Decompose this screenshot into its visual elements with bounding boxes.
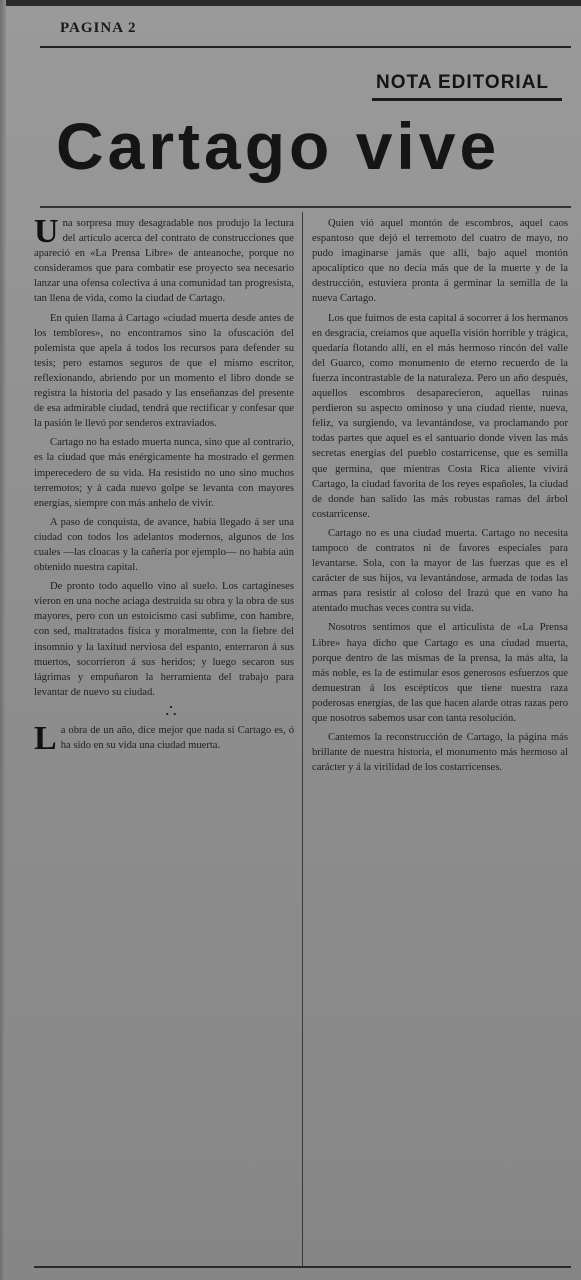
paragraph: Los que fuimos de esta capital á socorrer á los hermanos en desgracia, creíamos que aquella visión horrible y trágica, quedaría flotando allí, en el más hermoso rincón del valle del Guarco, como monumento de eterno recuerdo de la fuerza incontrastable de la naturaleza. Pero un año después, aquellos escombros desaparecieron, aquellas ruinas perdieron su aspecto ominoso y una ciudad riente, nueva, feliz, va surgiendo, va levantándose, va proclamando por todas partes que aquel es el santuario donde viven las más secretas energías del pueblo costarricense, que es semilla que germina, que mientras Costa Rica aliente vivirá Cartago, la ciudad favorita de los reyes españoles, la ciudad de donde han salido las más robustas ramas del árbol costarricense. xyxy=(312,312,568,520)
paragraph: Cartago no ha estado muerta nunca, sino que al contrario, es la ciudad que más enérgicamente ha mostrado el germen imperecedero de su vida. Ha resistido no uno sino muchos terremotos; y á cada nuevo golpe se levanta con mayores energías, siempre con más anhelo de vivir. xyxy=(34,437,294,509)
paragraph: Nosotros sentimos que el articulista de «La Prensa Libre» haya dicho que Cartago es una ciudad muerta, porque dentro de las mismas de la prensa, la más alta, la más noble, es la de estimular esos generosos esfuerzos que demuestran á los escépticos que tiene nuestra raza poderosas energías, de las que hacen alarde otras razas pero que nosotros sabemos usar con tanta resolución. xyxy=(312,622,568,724)
paragraph: De pronto todo aquello vino al suelo. Los cartagineses vieron en una noche aciaga destruida su obra y la obra de sus mayores, pero con un estoicismo casi sublime, con hambre, con sed, maltratados física y moralmente, con la fiebre del insomnio y la laxitud nerviosa del espanto, enterraron á sus muertos, socorrieron á sus heridos; y luego secaron sus lágrimas y empuñaron la herramienta del trabajo para levantar de nuevo su ciudad. xyxy=(34,581,294,698)
bottom-rule xyxy=(34,1266,571,1268)
paragraph xyxy=(34,720,294,757)
page-edge-shadow xyxy=(0,0,6,1280)
drop-cap: U xyxy=(34,213,59,250)
header-rule xyxy=(40,46,571,48)
paragraph: Cantemos la reconstrucción de Cartago, la página más brillante de nuestra historia, el monumento más hermoso al carácter y á la virilidad de los costarricenses. xyxy=(312,732,568,774)
paragraph xyxy=(34,213,294,307)
article-title: Cartago vive xyxy=(56,109,501,183)
paragraph: A paso de conquista, de avance, había llegado á ser una ciudad con todos los adelantos modernos, algunos de los cuales —las cloacas y la cañería por ejemplo— no había aún obtenido nuestra capital. xyxy=(34,516,294,574)
title-rule xyxy=(40,206,571,208)
paragraph: Quien vió aquel montón de escombros, aquel caos espantoso que dejó el terremoto del cuatro de mayo, no pudo imaginarse jamás que allí, bajo aquel montón apocalíptico que no decía más que de la muerte y de la destrucción, estuviera pronta á germinar la semilla de la nueva Cartago. xyxy=(312,218,568,305)
section-kicker: NOTA EDITORIAL xyxy=(376,72,550,93)
ornament-dots: ∴ xyxy=(165,700,179,721)
page-number-label: PAGINA 2 xyxy=(60,20,137,36)
left-column xyxy=(34,213,294,757)
paragraph: Cartago no es una ciudad muerta. Cartago no necesita tampoco de contratos ni de favores especiales para levantarse. Sola, con la mayor de las fuerzas que es el carácter de sus hijos, va levantándose, armada de todas las armas para resistir al coloso del Irazú que en vano ha atentado muchas veces contra su vida. xyxy=(312,527,568,615)
kicker-underline xyxy=(372,98,562,101)
drop-cap: L xyxy=(34,720,57,757)
right-column xyxy=(312,216,568,779)
top-border xyxy=(0,0,581,6)
paragraph: En quien llama á Cartago «ciudad muerta desde antes de los temblores», no encontramos sino la ofuscación del polemista que apela á todos los recursos para defender su tesis; pero estamos seguros de que el mismo escritor, reflexionando, abriendo por un momento el libro donde se registra la historia del pasado y las enseñanzas del presente de esa admirable ciudad, tendrá que rectificar y confesar que la pasión le llevó por senderos extraviados. xyxy=(34,312,294,430)
paragraph-text: a obra de un año, dice mejor que nada si Cartago es, ó ha sido en su vida una ciudad muerta. xyxy=(60,725,294,752)
paragraph-text: na sorpresa muy desagradable nos produjo la lectura del artículo acerca del contrato de construcciones que apareció en «La Prensa Libre» de anteanoche, porque no consideramos que para combatir ese proyecto sea necesario lanzar una ofensa colectiva á una comunidad tan progresista, tan llena de vida, como la ciudad de Cartago. xyxy=(34,218,294,305)
column-divider xyxy=(302,212,303,1267)
